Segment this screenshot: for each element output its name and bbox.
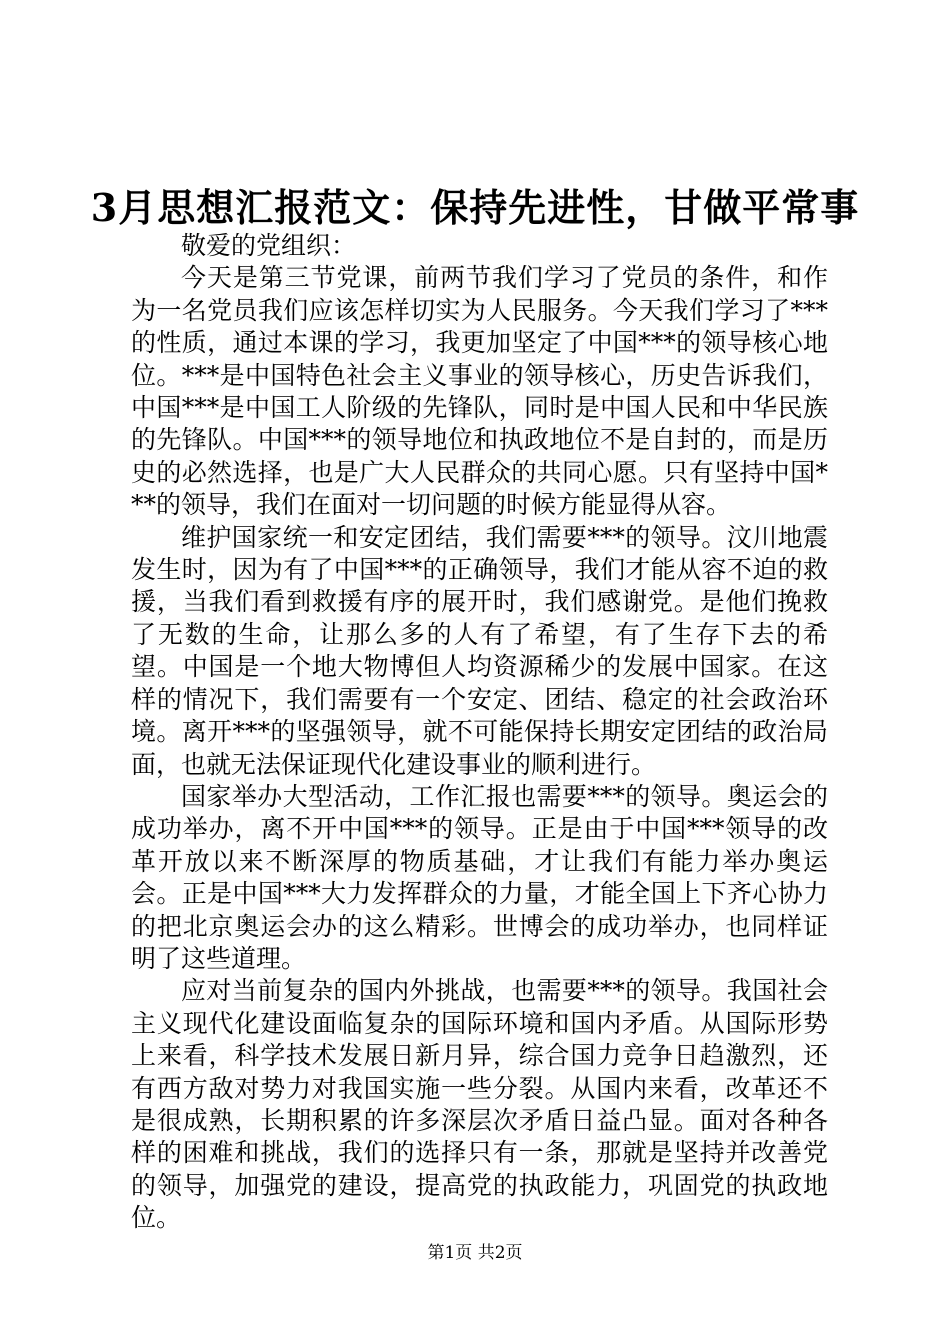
- page-number-footer: 第1页 共2页: [427, 1243, 523, 1263]
- paragraph-4: 应对当前复杂的国内外挑战，也需要***的领导。我国社会主义现代化建设面临复杂的国际环境和国内矛盾。从国际形势上来看，科学技术发展日新月异，综合国力竞争日趋激烈，还有西方敌对势力对我国实施一些分裂。从国内来看，改革还不是很成熟，长期积累的许多深层次矛盾日益凸显。面对各种各样的困难和挑战，我们的选择只有一条，那就是坚持并改善党的领导，加强党的建设，提高党的执政能力，巩固党的执政地位。: [131, 976, 828, 1233]
- document-title: 3月思想汇报范文：保持先进性，甘做平常事: [90, 185, 860, 230]
- paragraph-3: 国家举办大型活动，工作汇报也需要***的领导。奥运会的成功举办，离不开中国***的领导。正是由于中国***领导的改革开放以来不断深厚的物质基础，才让我们有能力举办奥运会。正是中国***大力发挥群众的力量，才能全国上下齐心协力的把北京奥运会办的这么精彩。世博会的成功举办，也同样证明了这些道理。: [131, 781, 828, 973]
- paragraph-1: 今天是第三节党课，前两节我们学习了党员的条件，和作为一名党员我们应该怎样切实为人民服务。今天我们学习了***的性质，通过本课的学习，我更加坚定了中国***的领导核心地位。***是中国特色社会主义事业的领导核心，历史告诉我们，中国***是中国工人阶级的先锋队，同时是中国人民和中华民族的先锋队。中国***的领导地位和执政地位不是自封的，而是历史的必然选择，也是广大人民群众的共同心愿。只有坚持中国***的领导，我们在面对一切问题的时候方能显得从容。: [131, 263, 828, 520]
- salutation: 敬爱的党组织：: [181, 231, 357, 260]
- paragraph-2: 维护国家统一和安定团结，我们需要***的领导。汶川地震发生时，因为有了中国***的正确领导，我们才能从容不迫的救援，当我们看到救援有序的展开时，我们感谢党。是他们挽救了无数的生命，让那么多的人有了希望，有了生存下去的希望。中国是一个地大物博但人均资源稀少的发展中国家。在这样的情况下，我们需要有一个安定、团结、稳定的社会政治环境。离开***的坚强领导，就不可能保持长期安定团结的政治局面，也就无法保证现代化建设事业的顺利进行。: [131, 522, 828, 779]
- document-body: [131, 230, 828, 1235]
